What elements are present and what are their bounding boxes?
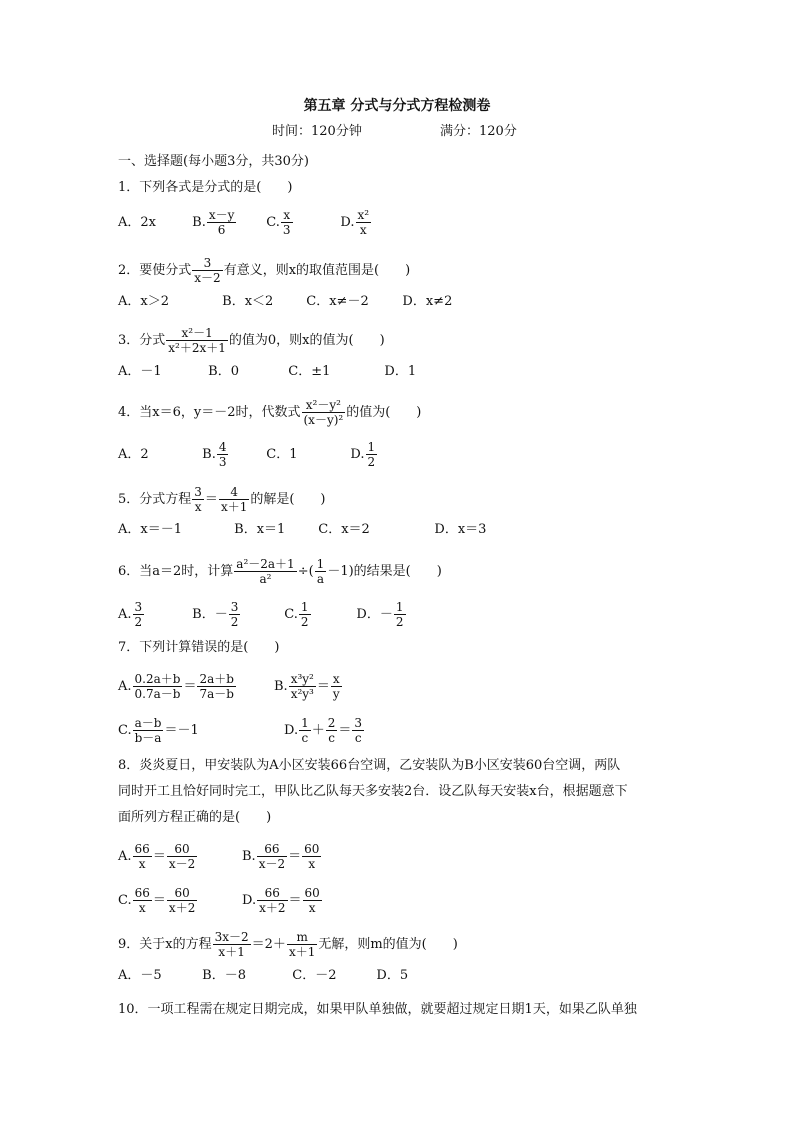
fraction: $\frac{2}{c}$	[327, 716, 336, 745]
fraction: $\frac{1}{2}$	[300, 600, 309, 629]
q6-option-d[interactable]: D．－ $\frac{1}{2}$	[356, 600, 404, 629]
fraction: $\frac{3}{c}$	[354, 716, 363, 745]
page-title: 第五章 分式与分式方程检测卷	[303, 98, 491, 114]
fraction: $\frac{\text{a²－2a＋1}}{\text{a²}}$	[236, 557, 295, 586]
q8-option-b[interactable]: B. $\frac{66}{x-2}$ ＝ $\frac{60}{x}$	[242, 842, 320, 871]
q8-option-c[interactable]: C. $\frac{66}{x}$ ＝ $\frac{60}{x+2}$	[118, 886, 196, 915]
q5-option-c[interactable]: C．x＝2	[318, 522, 370, 537]
fraction: $\frac{2a+b}{7a-b}$	[199, 672, 234, 701]
fraction: $\frac{\text{x²－y²}}{\text{(x－y)²}}$	[303, 398, 344, 427]
q9-option-a[interactable]: A．－5	[118, 968, 162, 983]
q10-line-1: 10．一项工程需在规定日期完成，如果甲队单独做，就要超过规定日期1天，如果乙队单独	[118, 1002, 637, 1017]
fraction: $\frac{60}{x+2}$	[168, 886, 196, 915]
fraction: $\frac{3x-2}{x+1}$	[214, 930, 249, 959]
fraction: $\frac{1}{a}$	[316, 557, 325, 586]
fraction: $\frac{x-y}{6}$	[208, 208, 235, 237]
q2-option-a[interactable]: A．x＞2	[118, 294, 169, 309]
q4-option-a[interactable]: A．2	[118, 447, 149, 462]
q8-line-1: 8．炎炎夏日，甲安装队为A小区安装66台空调，乙安装队为B小区安装60台空调，两队	[118, 758, 621, 773]
q2-options	[118, 292, 452, 312]
q5-option-a[interactable]: A．x＝－1	[118, 522, 182, 537]
q7-stem: 7．下列计算错误的是( )	[118, 640, 280, 655]
q1-stem: 1．下列各式是分式的是( )	[118, 180, 293, 195]
fraction: $\frac{\text{x²}}{x}$	[357, 208, 370, 237]
fraction: $\frac{1}{2}$	[395, 600, 404, 629]
q7-option-d[interactable]: D. $\frac{1}{c}$ ＋ $\frac{2}{c}$ ＝ $\frac{3}{c}$	[284, 716, 363, 745]
exam-time: 时间：120分钟	[272, 124, 362, 139]
q4-option-b[interactable]: B. $\frac{4}{3}$	[202, 440, 227, 469]
fraction: $\frac{3}{2}$	[230, 600, 239, 629]
q5-stem: 5．分式方程 $\frac{3}{x}$ ＝ $\frac{4}{x+1}$ 的解是( )	[118, 485, 326, 514]
fraction: $\frac{3}{x}$	[194, 485, 202, 514]
q5-option-d[interactable]: D．x＝3	[434, 522, 487, 537]
q3-option-b[interactable]: B．0	[208, 364, 239, 379]
q3-option-d[interactable]: D．1	[384, 364, 417, 379]
fraction: $\frac{60}{x}$	[304, 886, 320, 915]
fraction: $\frac{4}{x+1}$	[220, 485, 248, 514]
exam-score: 满分：120分	[440, 124, 517, 139]
fraction: $\frac{66}{x+2}$	[259, 886, 286, 915]
q4-option-d[interactable]: D. $\frac{1}{2}$	[350, 440, 376, 469]
q1-option-d[interactable]: D. $\frac{\text{x²}}{x}$	[340, 208, 370, 237]
q1-option-c[interactable]: C. $\frac{x}{3}$	[266, 208, 291, 237]
q6-stem: 6．当a＝2时，计算 $\frac{\text{a²－2a＋1}}{\text{a²}}$ ÷( $\frac{1}{a}$ －1)的结果是( )	[118, 557, 442, 586]
fraction: $\frac{66}{x}$	[134, 842, 150, 871]
q9-option-b[interactable]: B．－8	[202, 968, 246, 983]
q9-option-c[interactable]: C．－2	[292, 968, 337, 983]
q1-options	[118, 208, 372, 237]
q4-options	[118, 440, 378, 469]
q8-line-2: 同时开工且恰好同时完工，甲队比乙队每天多安装2台．设乙队每天安装x台，根据题意下	[118, 784, 628, 799]
q1-option-a[interactable]: A．2x	[118, 215, 156, 230]
fraction: $\frac{m}{x+1}$	[288, 930, 316, 959]
q5-option-b[interactable]: B．x＝1	[234, 522, 286, 537]
q3-option-c[interactable]: C．±1	[288, 364, 331, 379]
fraction: $\frac{66}{x}$	[134, 886, 150, 915]
q7-option-a[interactable]: A. $\frac{0.2a+b}{0.7a-b}$ ＝ $\frac{2a+b}{7a-b}$	[118, 672, 234, 701]
q6-options	[118, 600, 407, 629]
q8-option-a[interactable]: A. $\frac{66}{x}$ ＝ $\frac{60}{x-2}$	[118, 842, 196, 871]
q7-option-b[interactable]: B. $\frac{\text{x³y²}}{\text{x²y³}}$ ＝ $\frac{x}{y}$	[274, 672, 340, 701]
q6-option-c[interactable]: C. $\frac{1}{2}$	[284, 600, 309, 629]
fraction: $\frac{1}{2}$	[367, 440, 376, 469]
q3-options	[118, 362, 416, 382]
q8-line-3: 面所列方程正确的是( )	[118, 810, 272, 825]
q5-options	[118, 520, 486, 540]
q2-option-d[interactable]: D．x≠2	[402, 294, 453, 309]
fraction: $\frac{x}{3}$	[282, 208, 291, 237]
q9-options	[118, 966, 408, 986]
q2-option-c[interactable]: C．x≠－2	[306, 294, 369, 309]
fraction: $\frac{1}{c}$	[301, 716, 309, 745]
q4-option-c[interactable]: C．1	[266, 447, 298, 462]
fraction: $\frac{a-b}{b-a}$	[134, 716, 162, 745]
fraction: $\frac{3}{2}$	[134, 600, 143, 629]
fraction: $\frac{\text{x³y²}}{\text{x²y³}}$	[290, 672, 314, 701]
q6-option-a[interactable]: A. $\frac{3}{2}$	[118, 600, 143, 629]
q9-option-d[interactable]: D．5	[376, 968, 409, 983]
fraction: $\frac{0.2a+b}{0.7a-b}$	[134, 672, 181, 701]
fraction: $\frac{x}{y}$	[332, 672, 340, 701]
q3-stem: 3．分式 $\frac{\text{x²－1}}{\text{x²＋2x＋1}}$ 的值为0，则x的值为( )	[118, 326, 385, 355]
q2-option-b[interactable]: B．x＜2	[222, 294, 274, 309]
fraction: $\frac{60}{x}$	[304, 842, 320, 871]
q3-option-a[interactable]: A．－1	[118, 364, 162, 379]
section-heading: 一、选择题(每小题3分，共30分)	[118, 154, 309, 169]
fraction: $\frac{4}{3}$	[218, 440, 227, 469]
fraction: $\frac{66}{x-2}$	[258, 842, 286, 871]
fraction: $\frac{\text{x²－1}}{\text{x²＋2x＋1}}$	[168, 326, 226, 355]
q2-stem: 2．要使分式 $\frac{3}{x-2}$ 有意义，则x的取值范围是( )	[118, 256, 411, 285]
q1-option-b[interactable]: B. $\frac{x-y}{6}$	[192, 208, 235, 237]
fraction: $\frac{60}{x-2}$	[168, 842, 196, 871]
q4-stem: 4．当x＝6，y＝－2时，代数式 $\frac{\text{x²－y²}}{\text{(x－y)²}}$ 的值为( )	[118, 398, 422, 427]
q9-stem: 9．关于x的方程 $\frac{3x-2}{x+1}$ ＝2＋ $\frac{m}{x+1}$ 无解，则m的值为( )	[118, 930, 458, 959]
fraction: $\frac{3}{x-2}$	[194, 256, 221, 285]
q7-option-c[interactable]: C. $\frac{a-b}{b-a}$ ＝－1	[118, 716, 199, 745]
q8-option-d[interactable]: D. $\frac{66}{x+2}$ ＝ $\frac{60}{x}$	[242, 886, 320, 915]
q6-option-b[interactable]: B．－ $\frac{3}{2}$	[192, 600, 239, 629]
